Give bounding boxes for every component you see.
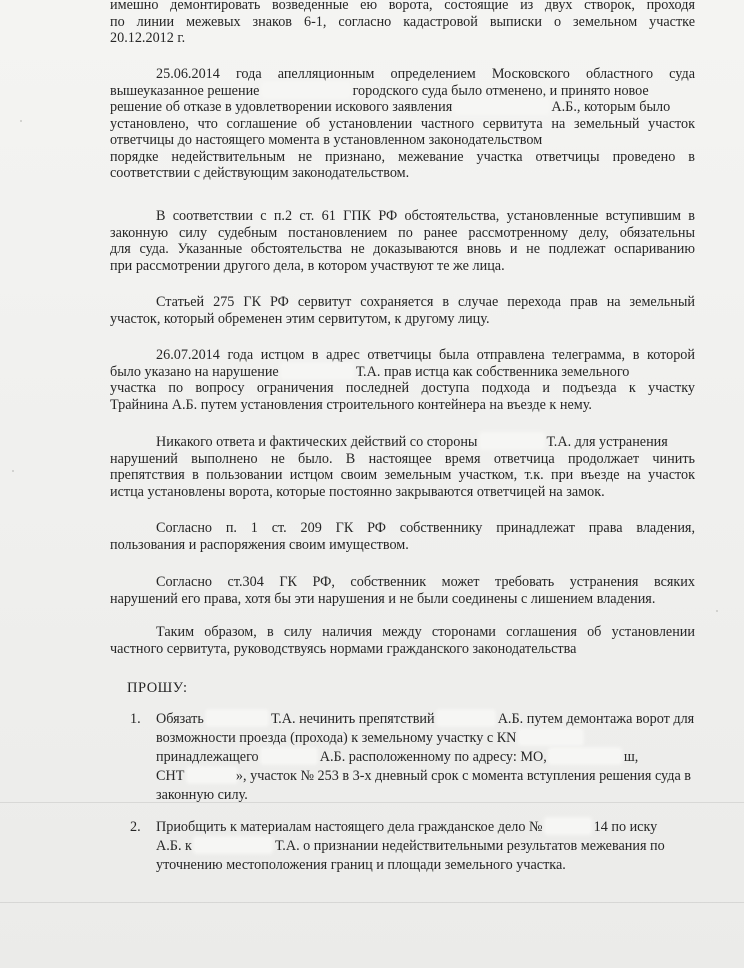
text-line: Таким образом, в силу наличия между сторонами соглашения об установлении — [156, 624, 695, 640]
redaction — [263, 83, 349, 97]
text-fragment: Т.А. для устранения — [546, 434, 668, 450]
text-fragment: », участок № 253 в 3-х дневный срок с момента вступления решения суда в — [235, 768, 692, 784]
text-fragment: городского суда было отменено, и принято новое — [352, 82, 649, 99]
item-number: 1. — [130, 711, 141, 727]
redaction — [546, 819, 590, 833]
scan-artifact — [20, 120, 22, 122]
text-line — [156, 818, 696, 837]
text-line: уточнению местоположения границ и площади земельного участка. — [156, 857, 566, 873]
text-line — [156, 837, 696, 856]
text-fragment: А.Б., которым было — [551, 99, 671, 115]
text-fragment: Т.А. нечинить препятствий — [270, 711, 435, 727]
redaction — [262, 749, 316, 763]
scan-artifact — [0, 902, 744, 903]
article-209-paragraph — [110, 520, 695, 553]
text-fragment: Приобщить к материалам настоящего дела гражданское дело № — [156, 819, 543, 835]
text-line: 26.07.2014 года истцом в адрес ответчицы была отправлена телеграмма, в которой — [156, 347, 695, 363]
text-line: 20.12.2012 г. — [110, 30, 186, 46]
text-line: нарушений выполнено не было. В настоящее время ответчица продолжает чинить — [110, 450, 695, 467]
redaction — [207, 711, 267, 725]
text-line — [110, 83, 695, 100]
text-line: законную силу судебным постановлением по ранее рассмотренному делу, обязательны — [110, 224, 695, 241]
redaction — [282, 364, 352, 378]
text-line: препятствия в пользовании истцом своим земельным участком, т.к. при въезде на участок — [110, 467, 695, 483]
text-fragment: ответчицы до настоящего момента в установленном законодательством — [110, 132, 543, 148]
text-fragment: А.Б. путем демонтажа ворот для — [497, 711, 695, 727]
text-fragment: было указано на нарушение — [110, 363, 279, 380]
redaction — [188, 768, 236, 782]
text-fragment: принадлежащего — [156, 749, 259, 765]
text-fragment: Т.А. прав истца как собственника земельного — [355, 363, 630, 380]
text-line: порядке недействительным не признано, межевание участка ответчицы проведено в — [110, 148, 695, 165]
request-heading: ПРОШУ: — [127, 680, 188, 696]
text-line: установлено, что соглашение об установлении частного сервитута на земельный участок — [110, 115, 695, 132]
redaction — [438, 711, 494, 725]
text-line — [156, 710, 696, 729]
article-275-paragraph — [110, 294, 695, 327]
text-line: истца установлены ворота, которые постоянно закрываются ответчицей на замок. — [110, 483, 605, 500]
text-line: нарушений его права, хотя бы эти нарушения и не были соединены с лишением владения. — [110, 590, 656, 607]
text-line: для суда. Указанные обстоятельства не доказываются вновь и не подлежат оспариванию — [110, 241, 695, 257]
text-fragment: возможности проезда (прохода) к земельному участку с КN — [156, 730, 517, 746]
text-line: участка по вопросу ограничения последней доступа подхода и подъезда к участку — [110, 380, 695, 396]
text-line — [110, 434, 695, 451]
text-fragment: 14 по иску — [593, 819, 658, 835]
intro-paragraph — [110, 0, 695, 47]
text-fragment: Обязать — [156, 711, 204, 727]
text-fragment: Никакого ответа и фактических действий со стороны — [156, 434, 478, 450]
text-line: законную силу. — [156, 787, 248, 803]
text-line: частного сервитута, руководствуясь нормами гражданского законодательства — [110, 640, 577, 657]
scan-artifact — [0, 802, 744, 803]
text-line: Согласно ст.304 ГК РФ, собственник может требовать устранения всяких — [156, 574, 695, 590]
text-line — [156, 748, 696, 767]
text-line — [156, 767, 696, 786]
redaction — [195, 838, 271, 852]
text-line — [110, 132, 695, 149]
text-fragment: А.Б. к — [156, 838, 192, 854]
request-item-2 — [130, 818, 696, 875]
text-fragment: СНТ — [156, 768, 185, 784]
text-line — [156, 729, 696, 748]
redaction — [550, 749, 620, 763]
conclusion-paragraph — [110, 624, 695, 657]
scan-artifact — [12, 470, 14, 472]
text-line: пользования и распоряжения своим имуществом. — [110, 536, 409, 553]
item-number: 2. — [130, 819, 141, 835]
text-fragment: ш, — [623, 749, 639, 765]
no-reply-paragraph — [110, 434, 695, 500]
text-line: при рассмотрении другого дела, в котором участвуют те же лица. — [110, 257, 505, 274]
text-line — [110, 99, 695, 116]
text-fragment: вышеуказанное решение — [110, 82, 260, 99]
item-body — [156, 710, 696, 805]
scan-artifact — [716, 610, 718, 612]
text-line: соответствии с действующим законодательством. — [110, 165, 410, 181]
text-line: Согласно п. 1 ст. 209 ГК РФ собственнику принадлежат права владения, — [156, 520, 695, 536]
redaction — [520, 730, 582, 744]
article-304-paragraph — [110, 574, 695, 607]
telegram-paragraph — [110, 347, 695, 413]
text-line: имешно демонтировать возведенные ею ворота, состоящие из двух створок, проходя — [110, 0, 695, 13]
text-line: 25.06.2014 года апелляционным определением Московского областного суда — [156, 66, 695, 82]
text-line: Трайнина А.Б. путем установления строительного контейнера на въезде к нему. — [110, 396, 592, 413]
redaction — [456, 99, 548, 113]
text-line: участок, который обременен этим сервитутом, к другому лицу. — [110, 310, 490, 327]
text-line: по линии межевых знаков 6-1, согласно кадастровой выписки о земельном участке — [110, 13, 695, 30]
text-fragment: решение об отказе в удовлетворении искового заявления — [110, 99, 453, 115]
text-line: Статьей 275 ГК РФ сервитут сохраняется в случае перехода прав на земельный — [156, 294, 695, 310]
redaction — [481, 434, 543, 448]
request-item-1 — [130, 710, 696, 805]
text-line — [110, 364, 695, 381]
gpk-paragraph — [110, 208, 695, 274]
text-fragment: Т.А. о признании недействительными результатов межевания по — [275, 838, 665, 854]
text-line: В соответствии с п.2 ст. 61 ГПК РФ обстоятельства, установленные вступившим в — [156, 208, 695, 224]
text-fragment: А.Б. расположенному по адресу: МО, — [319, 749, 547, 765]
appeal-paragraph — [110, 66, 695, 182]
item-body — [156, 818, 696, 875]
